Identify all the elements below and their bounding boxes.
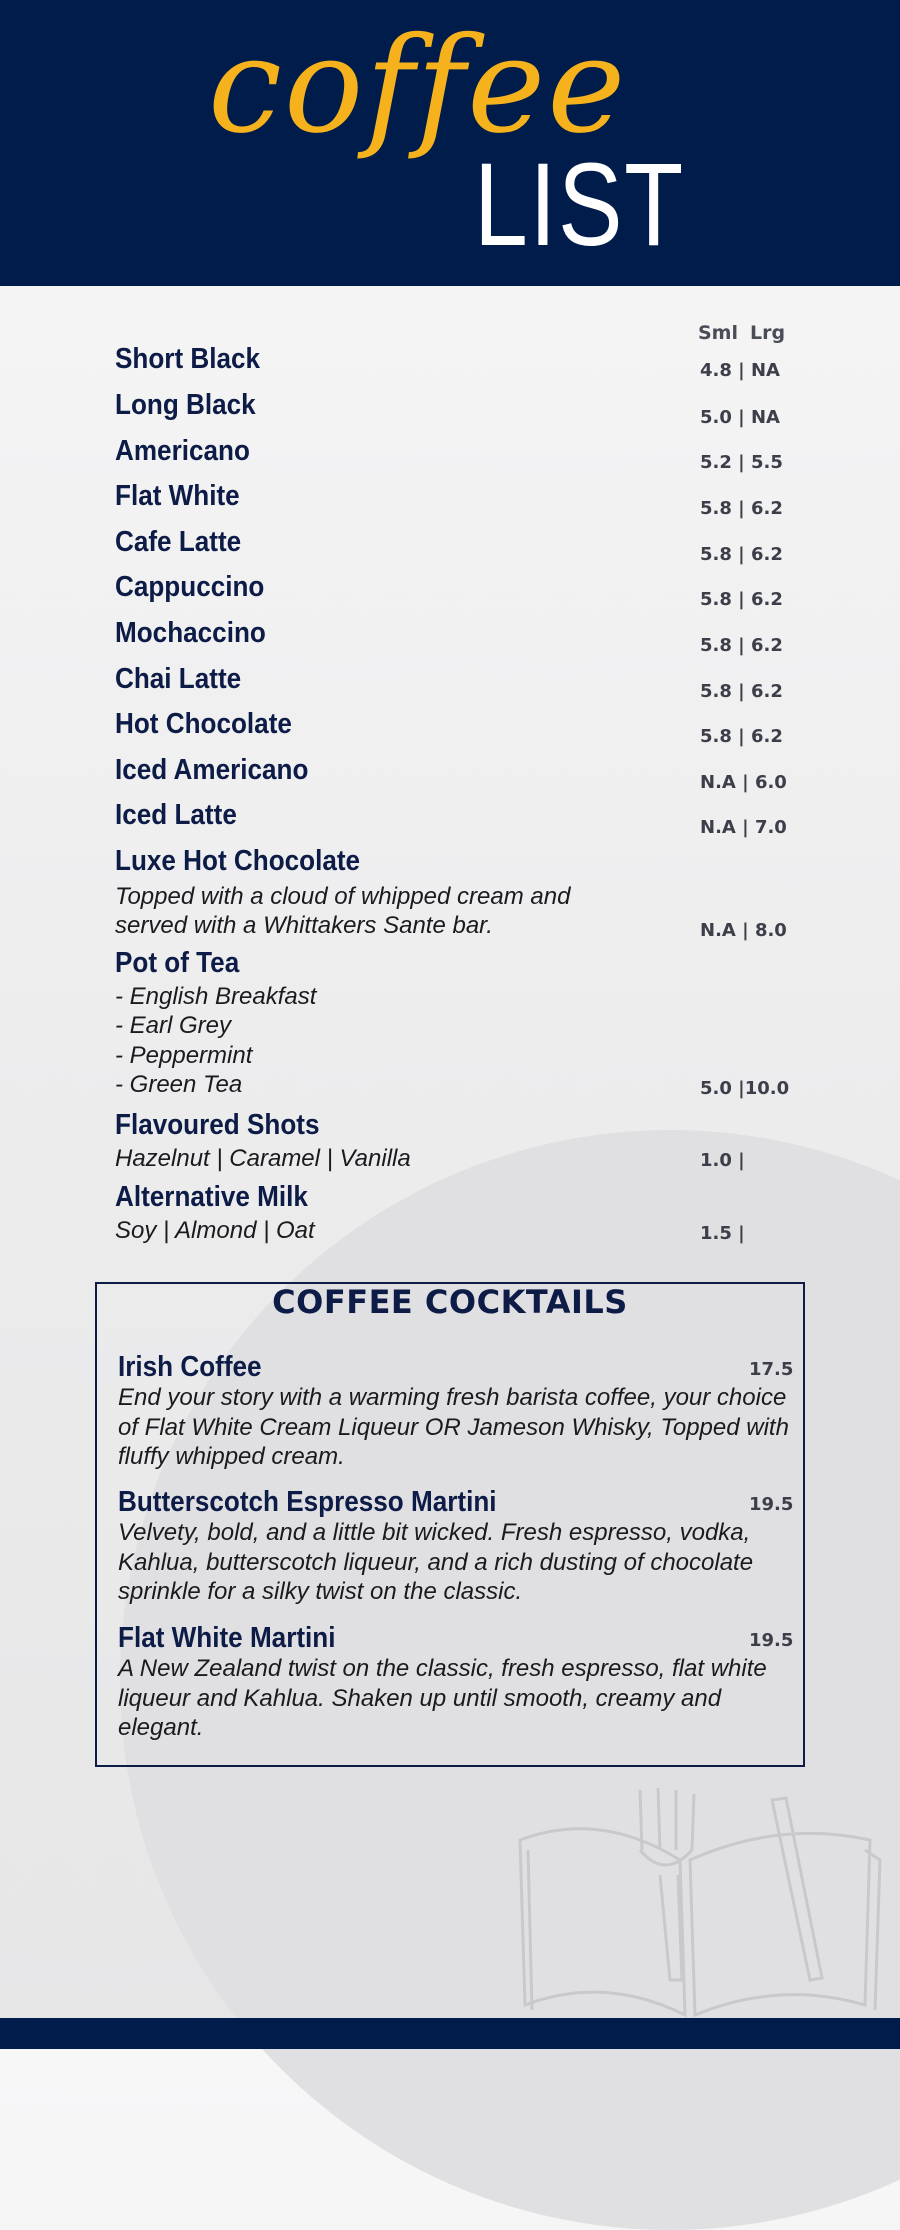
cocktail-price: 19.5 bbox=[749, 1630, 794, 1651]
menu-item-name: Iced Americano bbox=[115, 754, 309, 786]
cocktail-name: Flat White Martini bbox=[118, 1622, 336, 1654]
menu-item-price: 5.0 |10.0 bbox=[700, 1078, 790, 1099]
menu-item-description: - Peppermint bbox=[115, 1042, 253, 1069]
menu-item-name: Luxe Hot Chocolate bbox=[115, 845, 361, 877]
menu-item-price: 5.8 | 6.2 bbox=[700, 498, 783, 519]
menu-item-name: Long Black bbox=[115, 389, 256, 421]
menu-item-name: Alternative Milk bbox=[115, 1181, 308, 1213]
menu-item-name: Cappuccino bbox=[115, 571, 265, 603]
cocktails-title: COFFEE COCKTAILS bbox=[272, 1283, 628, 1321]
cocktail-description: Velvety, bold, and a little bit wicked. Fresh espresso, vodka, Kahlua, butterscotch liqueur, and a rich dusting of chocolate sprinkle for a silky twist on the classic. bbox=[118, 1519, 754, 1605]
menu-item-price: N.A | 8.0 bbox=[700, 920, 787, 941]
menu-item-price: 4.8 | NA bbox=[700, 360, 780, 381]
menu-item-description: Hazelnut | Caramel | Vanilla bbox=[115, 1145, 411, 1172]
menu-book-fork-icon bbox=[510, 1780, 890, 2020]
menu-item-price: 5.8 | 6.2 bbox=[700, 635, 783, 656]
size-small-label: Sml bbox=[698, 322, 738, 344]
menu-item-description: Soy | Almond | Oat bbox=[115, 1217, 315, 1244]
menu-item-name: Hot Chocolate bbox=[115, 708, 292, 740]
menu-item-price: N.A | 6.0 bbox=[700, 772, 787, 793]
menu-item-price: N.A | 7.0 bbox=[700, 817, 787, 838]
menu-item-name: Flavoured Shots bbox=[115, 1109, 320, 1141]
menu-item-description: - Green Tea bbox=[115, 1071, 243, 1098]
menu-item-description: - Earl Grey bbox=[115, 1012, 232, 1039]
cocktail-description: End your story with a warming fresh barista coffee, your choice of Flat White Cream Liqueur OR Jameson Whisky, Topped with fluffy whipped cream. bbox=[118, 1384, 789, 1470]
cocktail-name: Butterscotch Espresso Martini bbox=[118, 1486, 497, 1518]
menu-item-name: Cafe Latte bbox=[115, 526, 242, 558]
menu-item-name: Chai Latte bbox=[115, 663, 242, 695]
menu-item-price: 1.0 | bbox=[700, 1150, 745, 1171]
menu-item-description: served with a Whittakers Sante bar. bbox=[115, 912, 493, 939]
menu-item-name: Flat White bbox=[115, 480, 240, 512]
title-coffee: coffee bbox=[208, 9, 628, 163]
cocktail-price: 19.5 bbox=[749, 1494, 794, 1515]
menu-item-price: 5.8 | 6.2 bbox=[700, 589, 783, 610]
menu-item-description: - English Breakfast bbox=[115, 983, 317, 1010]
cocktail-name: Irish Coffee bbox=[118, 1351, 262, 1383]
cocktail-price: 17.5 bbox=[749, 1359, 794, 1380]
menu-item-name: Iced Latte bbox=[115, 799, 237, 831]
menu-item-name: Short Black bbox=[115, 343, 261, 375]
footer-bar bbox=[0, 2018, 900, 2049]
menu-item-price: 5.8 | 6.2 bbox=[700, 681, 783, 702]
menu-item-description: Topped with a cloud of whipped cream and bbox=[115, 883, 571, 910]
menu-item-name: Pot of Tea bbox=[115, 947, 240, 979]
cocktail-description: A New Zealand twist on the classic, fresh espresso, flat white liqueur and Kahlua. Shaken up until smooth, creamy and elegant. bbox=[118, 1655, 767, 1741]
title-list: LIST bbox=[474, 139, 685, 271]
menu-item-name: Mochaccino bbox=[115, 617, 266, 649]
header-banner bbox=[0, 0, 900, 286]
menu-item-price: 5.8 | 6.2 bbox=[700, 544, 783, 565]
menu-item-price: 5.0 | NA bbox=[700, 407, 780, 428]
menu-item-price: 5.2 | 5.5 bbox=[700, 452, 783, 473]
menu-item-price: 1.5 | bbox=[700, 1223, 745, 1244]
size-large-label: Lrg bbox=[750, 322, 786, 344]
menu-item-price: 5.8 | 6.2 bbox=[700, 726, 783, 747]
menu-item-name: Americano bbox=[115, 435, 250, 467]
